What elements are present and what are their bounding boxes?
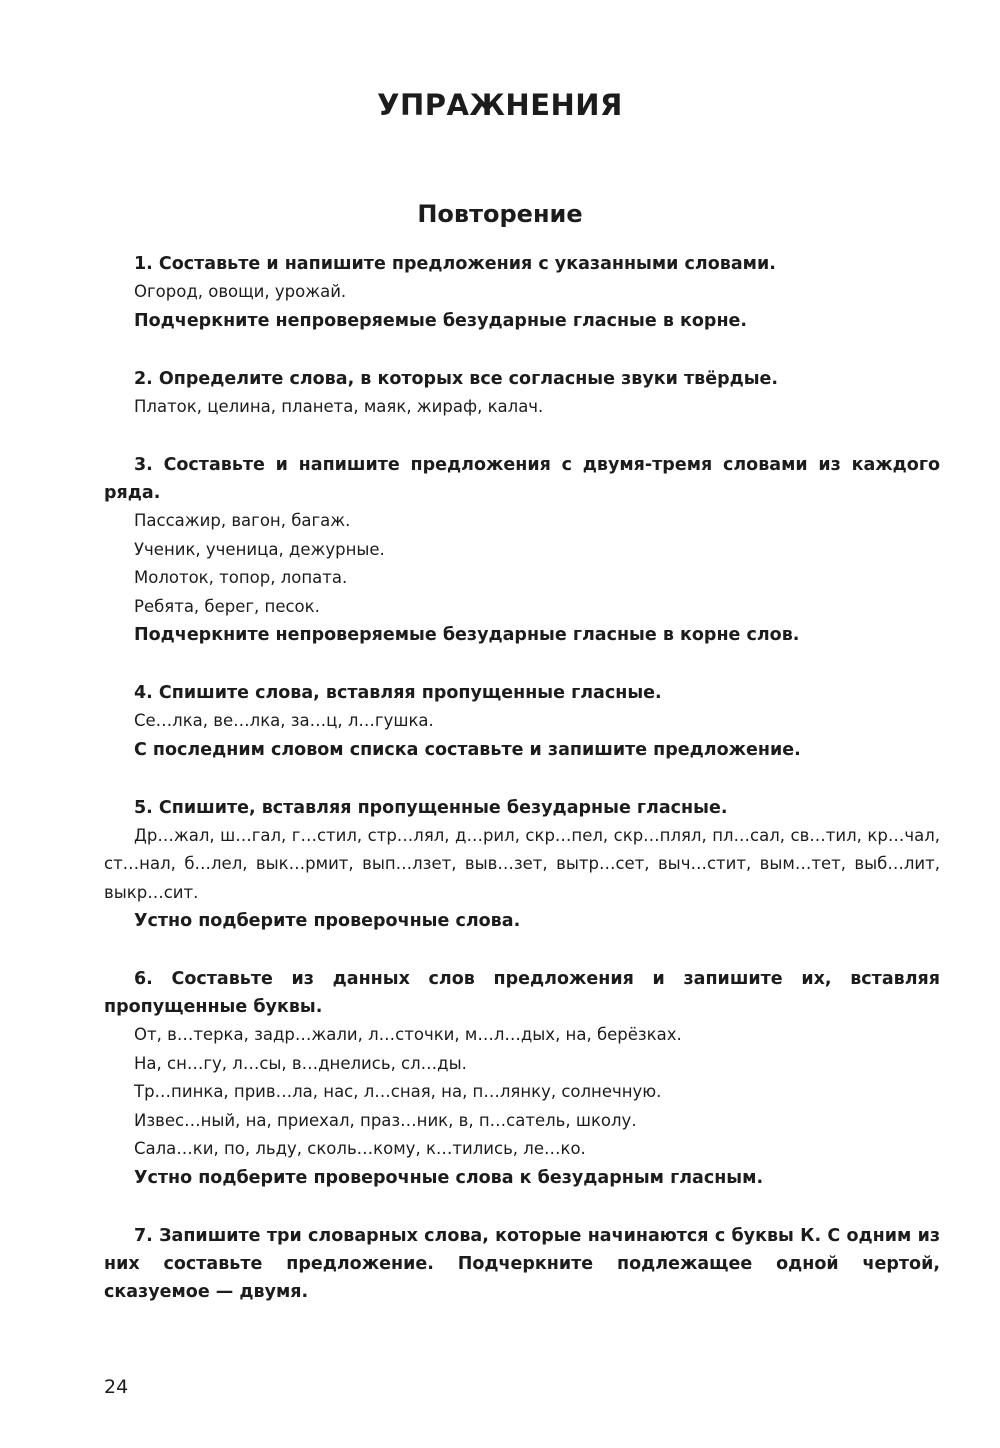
exercise-note: Подчеркните непроверяемые безударные гласные в корне слов. <box>134 625 800 645</box>
exercise-word-row: Ребята, берег, песок. <box>134 596 320 616</box>
exercise-list <box>104 250 940 1336</box>
exercise-word-row: Извес…ный, на, приехал, праз…ник, в, п…сатель, школу. <box>134 1110 637 1130</box>
exercise-1 <box>104 250 940 335</box>
exercise-6 <box>104 965 940 1192</box>
exercise-task: 5. Спишите, вставляя пропущенные безударные гласные. <box>134 797 728 818</box>
exercise-note: С последним словом списка составьте и запишите предложение. <box>134 739 801 760</box>
exercise-words: Огород, овощи, урожай. <box>134 282 347 301</box>
exercise-words: Др…жал, ш…гал, г…стил, стр…лял, д…рил, скр…пел, скр…плял, пл…сал, св…тил, кр…чал, ст…нал, б…лел, вык…рмит, вып…лзет, выв…зет, вытр…сет, выч…стит, вым…тет, выб…лит, выкр…сит. <box>104 825 940 902</box>
exercise-words: Платок, целина, планета, маяк, жираф, калач. <box>134 396 544 416</box>
exercise-word-row: Пассажир, вагон, багаж. <box>134 511 351 530</box>
exercise-task: 2. Определите слова, в которых все согласные звуки твёрдые. <box>134 368 779 389</box>
exercise-task: 4. Спишите слова, вставляя пропущенные гласные. <box>134 683 662 703</box>
exercise-note: Устно подберите проверочные слова. <box>134 911 521 931</box>
exercise-task: 7. Запишите три словарных слова, которые начинаются с буквы К. С одним из них составьте предложение. Подчеркните подлежащее одной чертой, сказуемое — двумя. <box>104 1225 940 1302</box>
exercise-4 <box>104 679 940 764</box>
exercise-task: 6. Составьте из данных слов предложения и запишите их, вставляя пропущенные буквы. <box>104 969 940 1017</box>
exercise-word-row: Молоток, топор, лопата. <box>134 568 348 587</box>
exercise-word-row: Тр…пинка, прив…ла, нас, л…сная, на, п…лянку, солнечную. <box>134 1082 662 1101</box>
exercise-5 <box>104 794 940 936</box>
section-title: Повторение <box>417 200 583 228</box>
exercise-word-row: От, в…терка, задр…жали, л…сточки, м…л…дых, на, берёзках. <box>134 1025 682 1044</box>
exercise-word-row: Ученик, ученица, дежурные. <box>134 539 385 559</box>
exercise-2 <box>104 365 940 422</box>
exercise-word-row: На, сн…гу, л…сы, в…днелись, сл…ды. <box>134 1053 467 1073</box>
page-number: 24 <box>104 1376 129 1398</box>
exercise-7 <box>104 1222 940 1306</box>
exercise-words: Се…лка, ве…лка, за…ц, л…гушка. <box>134 711 434 730</box>
exercise-3 <box>104 451 940 649</box>
exercise-word-row: Сала…ки, по, льду, сколь…кому, к…тились, ле…ко. <box>134 1139 586 1158</box>
page-title: УПРАЖНЕНИЯ <box>377 88 623 122</box>
exercise-task: 3. Составьте и напишите предложения с двумя-тремя словами из каждого ряда. <box>104 455 940 503</box>
exercise-task: 1. Составьте и напишите предложения с указанными словами. <box>134 254 776 274</box>
exercise-note: Устно подберите проверочные слова к безударным гласным. <box>134 1167 764 1188</box>
exercise-note: Подчеркните непроверяемые безударные гласные в корне. <box>134 310 748 331</box>
